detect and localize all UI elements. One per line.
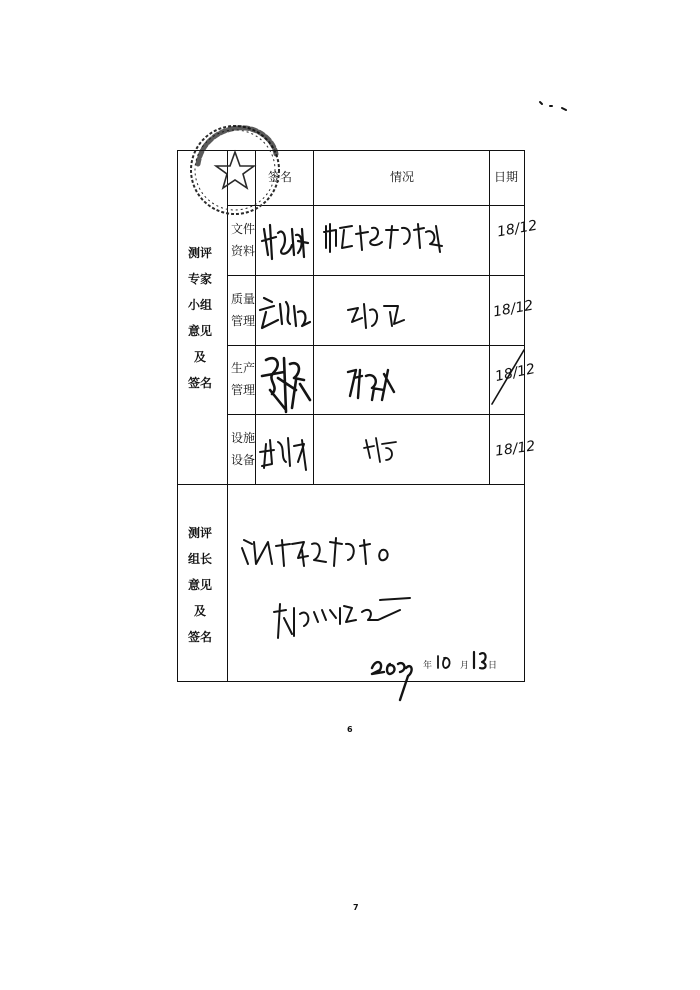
leader-date-month-handwriting — [434, 650, 462, 672]
date-text: 18/12 — [495, 217, 539, 241]
leader-label-line: 及 — [193, 604, 206, 618]
leader-label-line: 签名 — [187, 630, 212, 644]
leader-label-line: 组长 — [187, 552, 212, 566]
header-sign: 签名 — [268, 170, 293, 184]
date-text: 18/12 — [491, 297, 535, 321]
table-border-bottom — [177, 681, 525, 682]
leader-label-line: 意见 — [187, 578, 212, 592]
leader-date-month-unit: 月 — [460, 661, 470, 671]
leader-signature — [270, 590, 420, 648]
table-border-left — [177, 150, 178, 682]
category-line: 文件 — [231, 222, 256, 236]
status-handwriting-facilities — [362, 432, 402, 468]
category-line: 管理 — [231, 383, 256, 397]
header-date: 日期 — [494, 170, 519, 184]
status-column-divider — [489, 150, 490, 484]
category-line: 质量 — [231, 292, 256, 306]
leader-label — [180, 520, 220, 650]
signature-quality — [256, 290, 314, 338]
strike-stroke — [486, 348, 530, 408]
date-text: 18/12 — [494, 438, 537, 460]
header-status: 情况 — [390, 170, 415, 184]
date-text: 18/12 — [493, 360, 537, 386]
label-column-divider — [227, 150, 228, 682]
leader-date-year-unit: 年 — [423, 661, 433, 671]
row1-divider — [227, 275, 525, 276]
signature-production — [256, 350, 314, 420]
leader-date-year-handwriting — [368, 646, 418, 702]
category-line: 设备 — [231, 453, 256, 467]
category-facilities — [231, 427, 255, 471]
page-number: 7 — [353, 903, 359, 912]
row2-divider — [227, 345, 525, 346]
leader-label-line: 测评 — [187, 526, 212, 540]
signature-documents — [258, 215, 312, 265]
leader-opinion-handwriting — [238, 530, 398, 578]
section-divider — [177, 484, 525, 485]
expert-label-line: 意见 — [187, 324, 212, 338]
category-line: 设施 — [231, 431, 256, 445]
status-handwriting-production — [344, 362, 400, 406]
status-handwriting-quality — [344, 296, 414, 336]
category-documents — [231, 218, 255, 262]
expert-label-line: 专家 — [187, 272, 212, 286]
company-seal — [180, 118, 293, 222]
category-production-management — [231, 357, 255, 401]
signature-facilities — [258, 428, 314, 474]
inner-page-number: 6 — [347, 725, 353, 734]
leader-date-day-unit: 日 — [488, 661, 498, 671]
expert-label-line: 测评 — [187, 246, 212, 260]
scan-specks — [536, 96, 576, 116]
category-line: 资料 — [231, 244, 256, 258]
expert-label-line: 小组 — [187, 298, 212, 312]
status-handwriting-documents — [322, 218, 454, 258]
expert-label-line: 及 — [193, 350, 206, 364]
expert-group-label — [180, 240, 220, 396]
category-line: 管理 — [231, 314, 256, 328]
category-line: 生产 — [231, 361, 256, 375]
category-quality-management — [231, 288, 255, 332]
expert-label-line: 签名 — [187, 376, 212, 390]
